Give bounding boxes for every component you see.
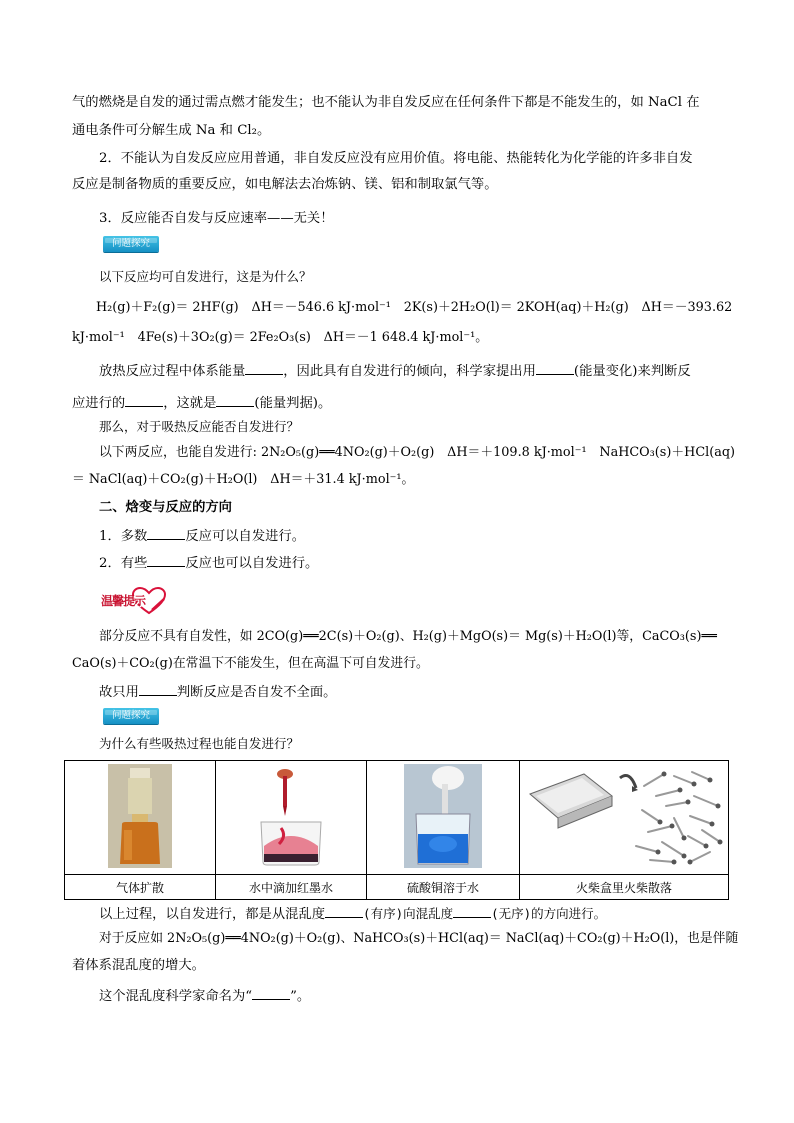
equation-line: kJ·mol⁻¹ 4Fe(s)＋3O₂(g)＝ 2Fe₂O₃(s) ΔH＝－1 648.4 kJ·mol⁻¹。 — [72, 330, 489, 345]
answer-blank[interactable] — [216, 392, 254, 407]
paragraph-line: 3．反应能否自发与反应速率——无关！ — [99, 211, 334, 226]
section-heading: 二、焓变与反应的方向 — [99, 500, 232, 515]
question-explore-badge: 问题探究 — [103, 236, 159, 252]
figure-caption: 气体扩散 — [65, 875, 216, 900]
figure-table — [64, 760, 729, 900]
question-text: 那么，对于吸热反应能否自发进行？ — [99, 419, 300, 434]
answer-blank[interactable] — [245, 360, 283, 375]
fill-in-sentence: 1．多数 反应可以自发进行。 — [99, 525, 724, 547]
fill-in-sentence: 以上过程，以自发进行，都是从混乱度 (有序)向混乱度 (无序)的方向进行。 — [99, 903, 724, 925]
paragraph-line: 对于反应如 2N₂O₅(g)══4NO₂(g)＋O₂(g)、NaHCO₃(s)＋HCl(aq)＝ NaCl(aq)＋CO₂(g)＋H₂O(l)，也是伴随 — [99, 931, 739, 946]
paragraph-line: 气的燃烧是自发的通过需点燃才能发生；也不能认为非自发反应在任何条件下都是不能发生的，如 NaCl 在 — [72, 95, 700, 110]
warm-tip-logo: 温馨提示 — [101, 586, 173, 616]
answer-blank[interactable] — [325, 903, 363, 918]
gas-diffusion-image — [108, 764, 172, 868]
paragraph-line: CaO(s)＋CO₂(g)在常温下不能发生，但在高温下可自发进行。 — [72, 656, 429, 671]
fill-in-sentence: 2．有些 反应也可以自发进行。 — [99, 552, 724, 574]
paragraph-line: 2．不能认为自发反应应用普通，非自发反应没有应用价值。将电能、热能转化为化学能的许多非自发 — [99, 151, 693, 166]
figure-caption: 硫酸铜溶于水 — [367, 875, 520, 900]
answer-blank[interactable] — [139, 681, 177, 696]
equation-line: ＝ NaCl(aq)＋CO₂(g)＋H₂O(l) ΔH＝＋31.4 kJ·mol⁻¹。 — [72, 472, 415, 487]
figure-cell — [216, 761, 367, 875]
figure-cell — [520, 761, 729, 875]
fill-in-sentence: 故只用 判断反应是否自发不全面。 — [99, 681, 724, 703]
answer-blank[interactable] — [536, 360, 574, 375]
figure-cell — [65, 761, 216, 875]
answer-blank[interactable] — [252, 985, 290, 1000]
answer-blank[interactable] — [147, 525, 185, 540]
answer-blank[interactable] — [453, 903, 491, 918]
paragraph-line: 反应是制备物质的重要反应，如电解法去冶炼钠、镁、铝和制取氯气等。 — [72, 177, 498, 192]
copper-sulfate-dissolving-image — [404, 764, 482, 868]
figure-cell — [367, 761, 520, 875]
paragraph-line: 着体系混乱度的增大。 — [72, 958, 205, 973]
fill-in-sentence: 这个混乱度科学家命名为“ ”。 — [99, 985, 724, 1007]
equation-line: 以下两反应，也能自发进行: 2N₂O₅(g)══4NO₂(g)＋O₂(g) ΔH＝＋109.8 kJ·mol⁻¹ NaHCO₃(s)＋HCl(aq) — [99, 445, 736, 460]
fill-in-sentence: 放热反应过程中体系能量 ，因此具有自发进行的倾向，科学家提出用 (能量变化)来判断反 — [99, 360, 724, 382]
red-ink-in-water-image — [251, 766, 331, 866]
figure-caption: 水中滴加红墨水 — [216, 875, 367, 900]
equation-line: H₂(g)＋F₂(g)＝ 2HF(g) ΔH＝－546.6 kJ·mol⁻¹ 2K(s)＋2H₂O(l)＝ 2KOH(aq)＋H₂(g) ΔH＝－393.62 — [96, 300, 733, 315]
question-explore-badge: 问题探究 — [103, 708, 159, 724]
paragraph-line: 部分反应不具有自发性，如 2CO(g)══2C(s)＋O₂(g)、H₂(g)＋MgO(s)＝ Mg(s)＋H₂O(l)等，CaCO₃(s)══ — [99, 629, 717, 644]
question-text: 为什么有些吸热过程也能自发进行？ — [99, 736, 300, 751]
fill-in-sentence: 应进行的 ，这就是 (能量判据)。 — [72, 392, 724, 414]
answer-blank[interactable] — [147, 552, 185, 567]
paragraph-line: 通电条件可分解生成 Na 和 Cl₂。 — [72, 123, 271, 138]
scattered-matches-image — [524, 766, 724, 866]
figure-caption: 火柴盒里火柴散落 — [520, 875, 729, 900]
answer-blank[interactable] — [125, 392, 163, 407]
question-text: 以下反应均可自发进行，这是为什么？ — [99, 269, 312, 284]
